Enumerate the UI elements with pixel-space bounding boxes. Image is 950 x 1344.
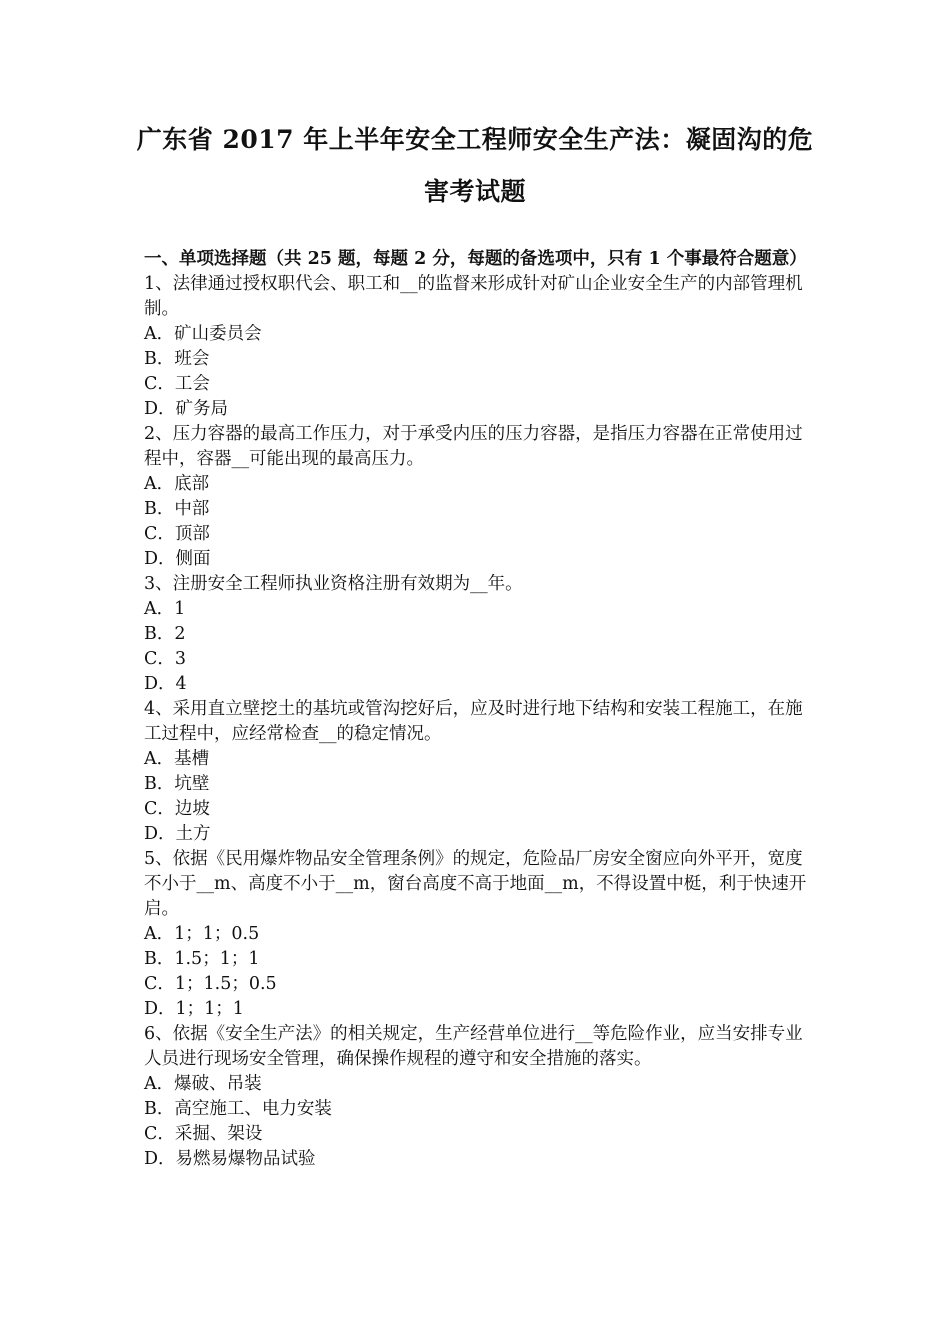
document-body [144, 247, 810, 1172]
option-a: A．爆破、吊装 [144, 1074, 262, 1094]
question-3 [144, 572, 810, 697]
option-a: A．1 [144, 599, 186, 619]
option-d: D．土方 [144, 824, 211, 844]
question-text: 2、压力容器的最高工作压力，对于承受内压的压力容器，是指压力容器在正常使用过程中，容器__可能出现的最高压力。 [144, 424, 803, 469]
question-text: 1、法律通过授权职代会、职工和__的监督来形成针对矿山企业安全生产的内部管理机制。 [144, 274, 803, 319]
option-d: D．易燃易爆物品试验 [144, 1149, 316, 1169]
question-text: 6、依据《安全生产法》的相关规定，生产经营单位进行__等危险作业，应当安排专业人员进行现场安全管理，确保操作规程的遵守和安全措施的落实。 [144, 1024, 803, 1069]
option-b: B．坑壁 [144, 774, 210, 794]
option-c: C．1；1.5；0.5 [144, 974, 277, 994]
option-d: D．侧面 [144, 549, 211, 569]
option-a: A．矿山委员会 [144, 324, 262, 344]
question-5 [144, 847, 810, 1022]
question-text: 4、采用直立壁挖土的基坑或管沟挖好后，应及时进行地下结构和安装工程施工，在施工过程中，应经常检查__的稳定情况。 [144, 699, 803, 744]
option-d: D．1；1；1 [144, 999, 244, 1019]
option-b: B．中部 [144, 499, 210, 519]
option-a: A．1；1；0.5 [144, 924, 260, 944]
option-c: C．采掘、架设 [144, 1124, 263, 1144]
document-title [120, 114, 830, 218]
question-6 [144, 1022, 810, 1172]
document-title-line-2: 害考试题 [423, 177, 526, 206]
section-heading: 一、单项选择题（共 25 题，每题 2 分，每题的备选项中，只有 1 个事最符合题意） [144, 249, 807, 269]
option-b: B．班会 [144, 349, 210, 369]
option-a: A．底部 [144, 474, 210, 494]
option-d: D．4 [144, 674, 187, 694]
question-2 [144, 422, 810, 572]
option-c: C．顶部 [144, 524, 210, 544]
option-a: A．基槽 [144, 749, 210, 769]
question-text: 3、注册安全工程师执业资格注册有效期为__年。 [144, 574, 523, 594]
option-b: B．1.5；1；1 [144, 949, 260, 969]
question-text: 5、依据《民用爆炸物品安全管理条例》的规定，危险品厂房安全窗应向外平开，宽度不小于__m、高度不小于__m，窗台高度不高于地面__m，不得设置中梃，利于快速开启。 [144, 849, 807, 919]
question-4 [144, 697, 810, 847]
option-c: C．边坡 [144, 799, 210, 819]
document-title-line-1: 广东省 2017 年上半年安全工程师安全生产法：凝固沟的危 [136, 125, 814, 154]
option-b: B．高空施工、电力安装 [144, 1099, 332, 1119]
option-c: C．3 [144, 649, 187, 669]
option-b: B．2 [144, 624, 186, 644]
question-1 [144, 272, 810, 422]
option-d: D．矿务局 [144, 399, 229, 419]
option-c: C．工会 [144, 374, 210, 394]
